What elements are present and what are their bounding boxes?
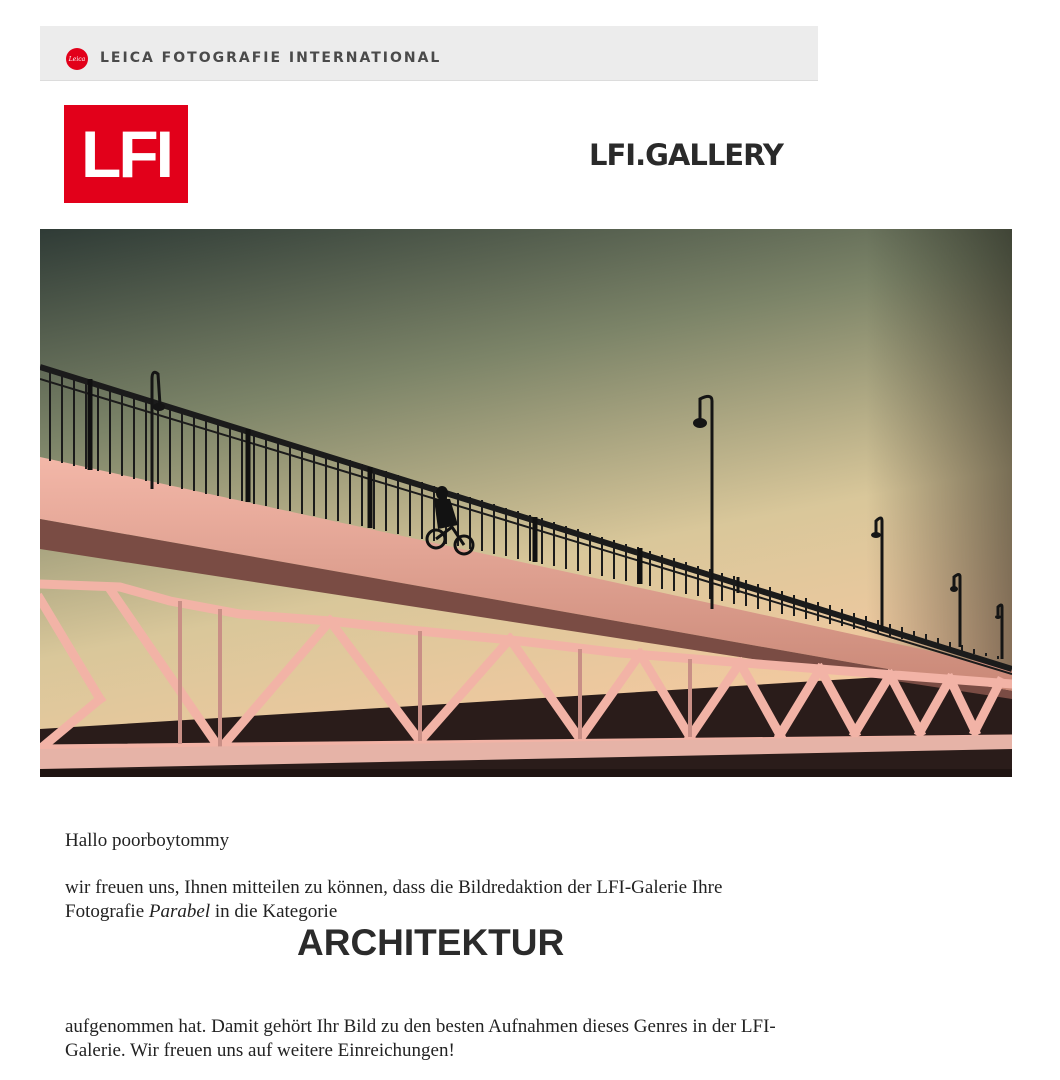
hero-photo[interactable] [40,229,1012,777]
bridge-photo-image [40,229,1012,777]
gallery-title[interactable]: LFI.GALLERY [589,138,783,172]
lfi-logo-text: LFI [81,117,171,191]
intro-text-after: in die Kategorie [210,901,338,922]
brand-bar [40,26,818,81]
intro-paragraph [65,876,805,924]
lfi-logo[interactable] [64,105,188,203]
photo-title: Parabel [148,901,211,922]
intro-text-before: wir freuen uns, Ihnen mitteilen zu können, dass die Bildredaktion der LFI-Galerie Ihre Fotografie [65,877,723,922]
brand-name: LEICA FOTOGRAFIE INTERNATIONAL [100,50,442,66]
leica-logo-icon: Leica [66,48,88,70]
closing-paragraph: aufgenommen hat. Damit gehört Ihr Bild zu den besten Aufnahmen dieses Genres in der LFI-Galerie. Wir freuen uns auf weitere Einreichungen! [65,1016,776,1061]
greeting-text: Hallo poorboytommy [65,830,230,851]
category-heading: ARCHITEKTUR [297,922,565,963]
